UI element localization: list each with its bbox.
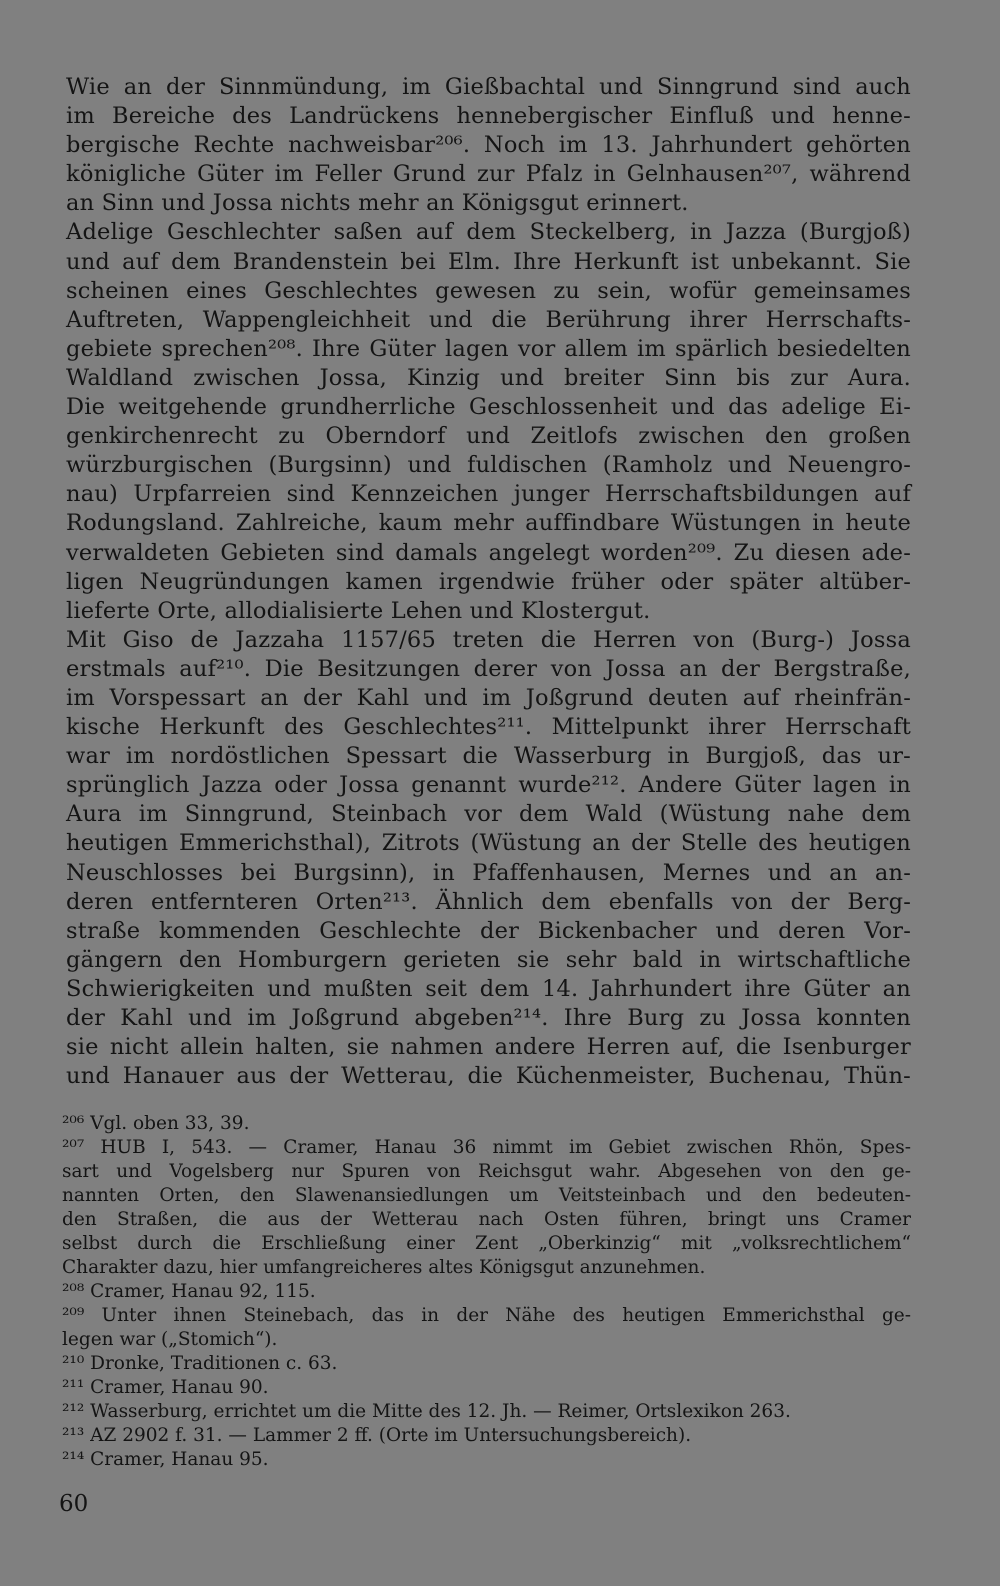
footnote-line: selbst durch die Erschließung einer Zent „Oberkinzig“ mit „volksrechtlichem“ — [62, 1233, 911, 1254]
body-line: und auf dem Brandenstein bei Elm. Ihre Herkunft ist unbekannt. Sie — [66, 248, 911, 275]
body-line: nau) Urpfarreien sind Kennzeichen junger Herrschaftsbildungen auf — [66, 481, 911, 508]
body-line: Auftreten, Wappengleichheit und die Berührung ihrer Herrschafts- — [66, 306, 911, 333]
body-line: königliche Güter im Feller Grund zur Pfalz in Gelnhausen²⁰⁷, während — [66, 161, 911, 188]
footnote-line: nannten Orten, den Slawenansiedlungen um Veitsteinbach und den bedeuten- — [62, 1185, 911, 1206]
body-line: Neuschlosses bei Burgsinn), in Pfaffenhausen, Mernes und an an- — [66, 859, 911, 886]
body-line: gebiete sprechen²⁰⁸. Ihre Güter lagen vor allem im spärlich besiedelten — [66, 335, 911, 362]
footnote-line: Charakter dazu, hier umfangreicheres altes Königsgut anzunehmen. — [62, 1257, 706, 1278]
body-line: Schwierigkeiten und mußten seit dem 14. Jahrhundert ihre Güter an — [66, 975, 911, 1002]
footnote-line: ²¹¹ Cramer, Hanau 90. — [62, 1377, 269, 1398]
footnote-line: legen war („Stomich“). — [62, 1329, 278, 1350]
body-line: sie nicht allein halten, sie nahmen andere Herren auf, die Isenburger — [66, 1034, 911, 1061]
body-line: lieferte Orte, allodialisierte Lehen und Klostergut. — [66, 597, 651, 624]
body-line: erstmals auf²¹⁰. Die Besitzungen derer von Jossa an der Bergstraße, — [66, 655, 911, 682]
body-line: im Bereiche des Landrückens hennebergischer Einfluß und henne- — [66, 103, 911, 130]
body-line: Mit Giso de Jazzaha 1157/65 treten die Herren von (Burg-) Jossa — [66, 626, 911, 653]
body-line: Rodungsland. Zahlreiche, kaum mehr auffindbare Wüstungen in heute — [66, 510, 911, 537]
body-line: gängern den Homburgern gerieten sie sehr bald in wirtschaftliche — [66, 946, 911, 973]
body-line: an Sinn und Jossa nichts mehr an Königsgut erinnert. — [66, 190, 689, 217]
footnote-line: ²¹⁴ Cramer, Hanau 95. — [62, 1449, 269, 1470]
footnotes — [62, 1112, 911, 1472]
page-number: 60 — [59, 1491, 89, 1517]
body-line: Aura im Sinngrund, Steinbach vor dem Wald (Wüstung nahe dem — [66, 801, 911, 828]
body-line: deren entfernteren Orten²¹³. Ähnlich dem ebenfalls von der Berg- — [66, 888, 911, 915]
body-line: heutigen Emmerichsthal), Zitrots (Wüstung an der Stelle des heutigen — [66, 830, 911, 857]
body-line: im Vorspessart an der Kahl und im Joßgrund deuten auf rheinfrän- — [66, 684, 911, 711]
footnote-line: ²⁰⁹ Unter ihnen Steinebach, das in der Nähe des heutigen Emmerichsthal ge- — [62, 1305, 911, 1326]
body-line: sprünglich Jazza oder Jossa genannt wurde²¹². Andere Güter lagen in — [66, 772, 911, 799]
body-line: kische Herkunft des Geschlechtes²¹¹. Mittelpunkt ihrer Herrschaft — [66, 714, 911, 741]
footnote-line: ²¹³ AZ 2902 f. 31. — Lammer 2 ff. (Orte im Untersuchungsbereich). — [62, 1425, 692, 1446]
footnote-line: den Straßen, die aus der Wetterau nach Osten führen, bringt uns Cramer — [62, 1209, 911, 1230]
body-line: genkirchenrecht zu Oberndorf und Zeitlofs zwischen den großen — [66, 423, 911, 450]
body-text — [66, 73, 911, 1091]
body-line: bergische Rechte nachweisbar²⁰⁶. Noch im 13. Jahrhundert gehörten — [66, 132, 911, 159]
body-line: verwaldeten Gebieten sind damals angelegt worden²⁰⁹. Zu diesen ade- — [66, 539, 911, 566]
body-line: und Hanauer aus der Wetterau, die Küchenmeister, Buchenau, Thün- — [66, 1063, 911, 1090]
footnote-line: ²⁰⁷ HUB I, 543. — Cramer, Hanau 36 nimmt im Gebiet zwischen Rhön, Spes- — [62, 1137, 911, 1158]
footnote-line: ²¹⁰ Dronke, Traditionen c. 63. — [62, 1353, 338, 1374]
body-line: Die weitgehende grundherrliche Geschlossenheit und das adelige Ei- — [66, 394, 911, 421]
body-line: straße kommenden Geschlechte der Bickenbacher und deren Vor- — [66, 917, 911, 944]
footnote-line: ²¹² Wasserburg, errichtet um die Mitte des 12. Jh. — Reimer, Ortslexikon 263. — [62, 1401, 791, 1422]
footnote-line: ²⁰⁶ Vgl. oben 33, 39. — [62, 1113, 250, 1134]
body-line: Adelige Geschlechter saßen auf dem Steckelberg, in Jazza (Burgjoß) — [66, 219, 911, 246]
footnote-line: sart und Vogelsberg nur Spuren von Reichsgut wahr. Abgesehen von den ge- — [62, 1161, 911, 1182]
body-line: ligen Neugründungen kamen irgendwie früher oder später altüber- — [66, 568, 911, 595]
body-line: Wie an der Sinnmündung, im Gießbachtal und Sinngrund sind auch — [66, 74, 911, 100]
body-line: war im nordöstlichen Spessart die Wasserburg in Burgjoß, das ur- — [66, 743, 911, 770]
footnote-line: ²⁰⁸ Cramer, Hanau 92, 115. — [62, 1281, 316, 1302]
body-line: Waldland zwischen Jossa, Kinzig und breiter Sinn bis zur Aura. — [66, 364, 911, 391]
body-line: würzburgischen (Burgsinn) und fuldischen (Ramholz und Neuengro- — [66, 452, 911, 479]
body-line: scheinen eines Geschlechtes gewesen zu sein, wofür gemeinsames — [66, 277, 911, 304]
body-line: der Kahl und im Joßgrund abgeben²¹⁴. Ihre Burg zu Jossa konnten — [66, 1005, 911, 1031]
